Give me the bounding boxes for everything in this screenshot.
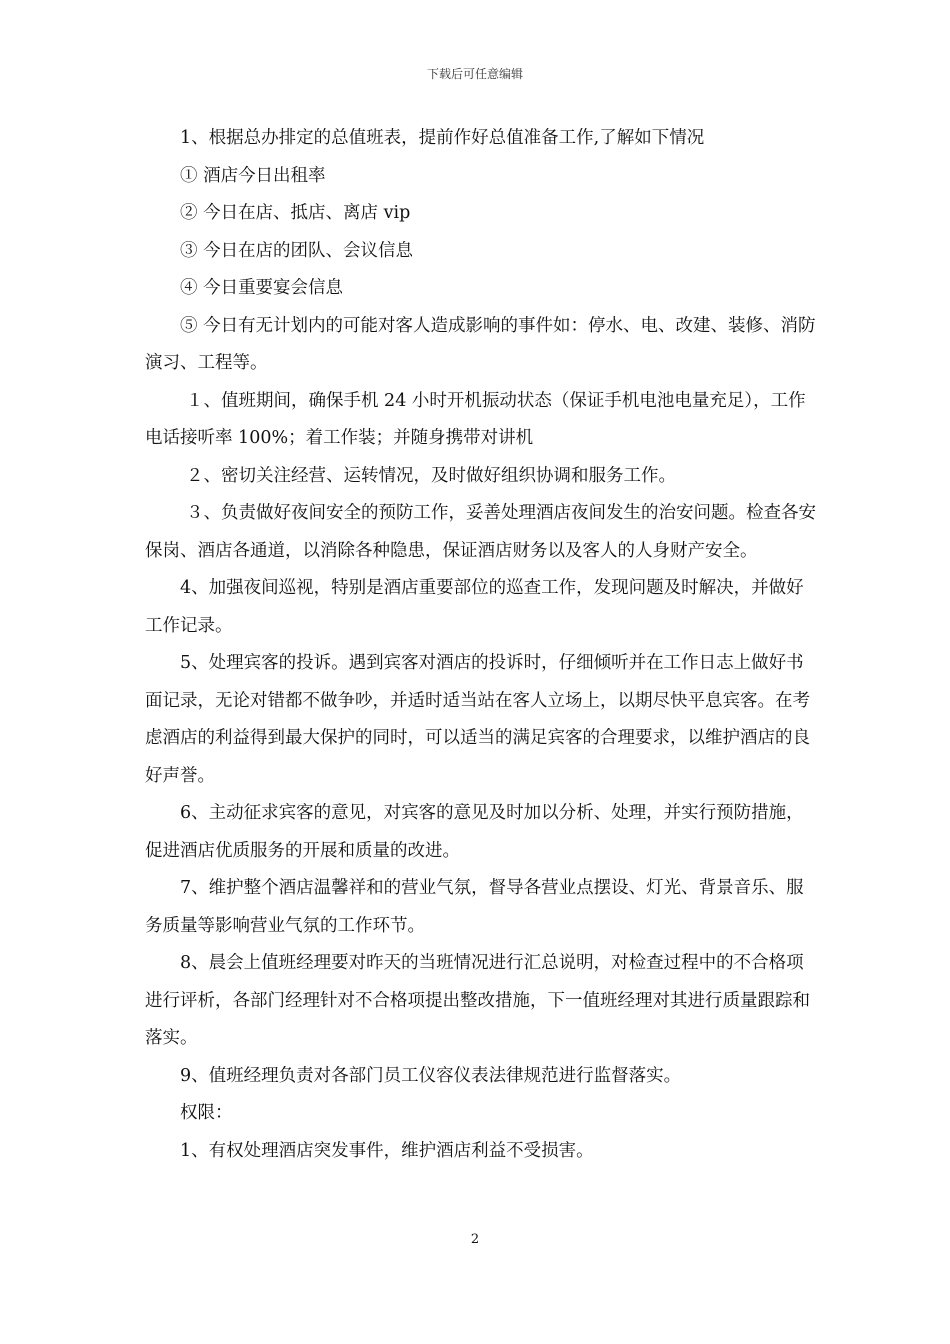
- paragraph-phone: １、值班期间，确保手机 24 小时开机振动状态（保证手机电池电量充足），工作电话接听率 100%；着工作装；并随身携带对讲机: [145, 390, 806, 448]
- paragraph-authority-heading: 权限：: [180, 1103, 233, 1123]
- paragraph-grooming: 9、值班经理负责对各部门员工仪容仪表法律规范进行监督落实。: [180, 1065, 682, 1086]
- paragraph-atmosphere: 7、维护整个酒店温馨祥和的营业气氛，督导各营业点摆设、灯光、背景音乐、服务质量等影响营业气氛的工作环节。: [145, 878, 804, 936]
- page-number: 2: [470, 1232, 480, 1247]
- document-body: [145, 120, 817, 1170]
- paragraph-complaints: 5、处理宾客的投诉。遇到宾客对酒店的投诉时，仔细倾听并在工作日志上做好书面记录，无论对错都不做争吵，并适时适当站在客人立场上，以期尽快平息宾客。在考虑酒店的利益得到最大保护的同时，可以适当的满足宾客的合理要求，以维护酒店的良好声誉。: [145, 653, 810, 786]
- paragraph-banquets: ④ 今日重要宴会信息: [180, 278, 344, 298]
- paragraph-events: ⑤ 今日有无计划内的可能对客人造成影响的事件如：停水、电、改建、装修、消防演习、工程等。: [145, 315, 816, 373]
- paragraph-vip: ② 今日在店、抵店、离店 vip: [180, 203, 411, 223]
- paragraph-duty-prep: 1、根据总办排定的总值班表，提前作好总值准备工作,了解如下情况: [180, 128, 705, 148]
- paragraph-authority-1: 1、有权处理酒店突发事件，维护酒店利益不受损害。: [180, 1140, 594, 1161]
- paragraph-night-safety: ３、负责做好夜间安全的预防工作，妥善处理酒店夜间发生的治安问题。检查各安保岗、酒店各通道，以消除各种隐患，保证酒店财务以及客人的人身财产安全。: [145, 503, 816, 561]
- paragraph-coordination: ２、密切关注经营、运转情况，及时做好组织协调和服务工作。: [186, 465, 676, 486]
- page-header: 下载后可任意编辑: [426, 67, 523, 81]
- paragraph-groups: ③ 今日在店的团队、会议信息: [180, 240, 414, 261]
- paragraph-morning-meeting: 8、晨会上值班经理要对昨天的当班情况进行汇总说明，对检查过程中的不合格项进行评析，各部门经理针对不合格项提出整改措施，下一值班经理对其进行质量跟踪和落实。: [145, 953, 810, 1048]
- paragraph-patrol: 4、加强夜间巡视，特别是酒店重要部位的巡查工作，发现问题及时解决，并做好工作记录。: [145, 578, 804, 636]
- paragraph-occupancy: ① 酒店今日出租率: [180, 165, 326, 186]
- paragraph-feedback: 6、主动征求宾客的意见，对宾客的意见及时加以分析、处理，并实行预防措施，促进酒店优质服务的开展和质量的改进。: [145, 803, 804, 861]
